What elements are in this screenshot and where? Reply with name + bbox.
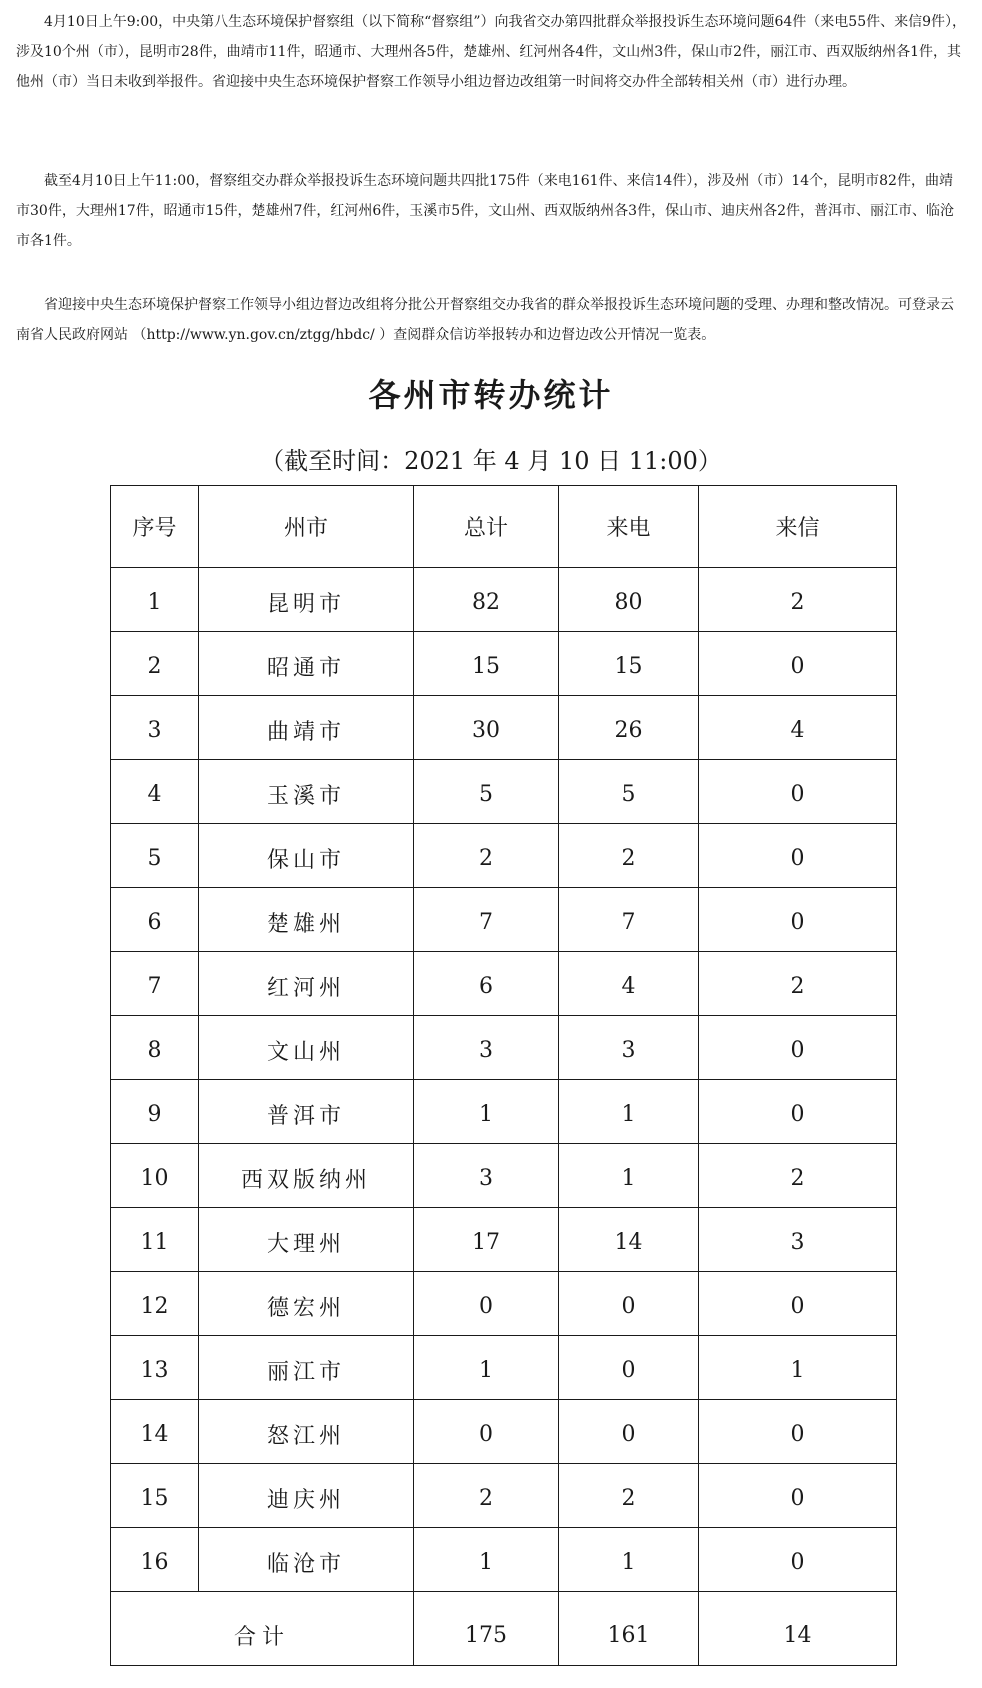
row-total: 1 [414, 1336, 559, 1400]
row-total: 5 [414, 760, 559, 824]
table-row [111, 1528, 897, 1592]
row-calls: 1 [559, 1080, 699, 1144]
row-city: 临沧市 [199, 1528, 414, 1592]
row-calls: 2 [559, 824, 699, 888]
paragraph-cumulative-summary: 截至4月10日上午11:00，督察组交办群众举报投诉生态环境问题共四批175件（来电161件、来信14件），涉及州（市）14个，昆明市82件，曲靖市30件，大理州17件，昭通市15件，楚雄州7件，红河州6件，玉溪市5件，文山州、西双版纳州各3件，保山市、迪庆州各2件，普洱市、丽江市、临沧市各1件。 [16, 173, 954, 249]
row-total: 30 [414, 696, 559, 760]
table-total-row [111, 1592, 897, 1666]
row-index: 2 [111, 632, 199, 696]
row-index: 8 [111, 1016, 199, 1080]
row-city: 迪庆州 [199, 1464, 414, 1528]
row-total: 82 [414, 568, 559, 632]
table-row [111, 952, 897, 1016]
table-row [111, 1464, 897, 1528]
row-calls: 4 [559, 952, 699, 1016]
row-index: 11 [111, 1208, 199, 1272]
row-city: 大理州 [199, 1208, 414, 1272]
row-letters: 2 [699, 568, 897, 632]
table-row [111, 632, 897, 696]
paragraph-disclosure-notice: 省迎接中央生态环境保护督察工作领导小组边督边改组将分批公开督察组交办我省的群众举报投诉生态环境问题的受理、办理和整改情况。可登录云南省人民政府网站 （http://www.yn.gov.cn/ztgg/hbdc/ ）查阅群众信访举报转办和边督边改公开情况一览表。 [16, 297, 954, 343]
row-city: 楚雄州 [199, 888, 414, 952]
row-letters: 4 [699, 696, 897, 760]
row-total: 0 [414, 1400, 559, 1464]
row-city: 昆明市 [199, 568, 414, 632]
table-row [111, 1144, 897, 1208]
row-calls: 1 [559, 1528, 699, 1592]
header-city: 州市 [199, 486, 414, 568]
row-city: 保山市 [199, 824, 414, 888]
row-city: 文山州 [199, 1016, 414, 1080]
table-row [111, 1016, 897, 1080]
row-city: 玉溪市 [199, 760, 414, 824]
row-letters: 1 [699, 1336, 897, 1400]
row-index: 4 [111, 760, 199, 824]
row-calls: 26 [559, 696, 699, 760]
row-letters: 3 [699, 1208, 897, 1272]
table-row [111, 1080, 897, 1144]
row-index: 14 [111, 1400, 199, 1464]
row-index: 6 [111, 888, 199, 952]
row-calls: 5 [559, 760, 699, 824]
row-city: 德宏州 [199, 1272, 414, 1336]
header-total: 总计 [414, 486, 559, 568]
row-calls: 2 [559, 1464, 699, 1528]
table-header-row [111, 486, 897, 568]
total-sum: 175 [414, 1592, 559, 1666]
row-calls: 1 [559, 1144, 699, 1208]
row-letters: 0 [699, 1272, 897, 1336]
row-index: 16 [111, 1528, 199, 1592]
row-calls: 7 [559, 888, 699, 952]
row-index: 5 [111, 824, 199, 888]
row-city: 西双版纳州 [199, 1144, 414, 1208]
row-city: 怒江州 [199, 1400, 414, 1464]
row-total: 1 [414, 1080, 559, 1144]
statistics-table [110, 485, 897, 1666]
row-index: 1 [111, 568, 199, 632]
header-calls: 来电 [559, 486, 699, 568]
row-total: 15 [414, 632, 559, 696]
row-calls: 80 [559, 568, 699, 632]
row-letters: 0 [699, 888, 897, 952]
row-city: 昭通市 [199, 632, 414, 696]
row-letters: 0 [699, 632, 897, 696]
row-letters: 0 [699, 1080, 897, 1144]
row-letters: 0 [699, 760, 897, 824]
table-row [111, 824, 897, 888]
row-letters: 0 [699, 1464, 897, 1528]
row-calls: 0 [559, 1272, 699, 1336]
row-total: 2 [414, 1464, 559, 1528]
table-subtitle: （截至时间：2021 年 4 月 10 日 11:00） [260, 447, 722, 475]
row-calls: 3 [559, 1016, 699, 1080]
row-index: 3 [111, 696, 199, 760]
row-total: 3 [414, 1144, 559, 1208]
row-letters: 2 [699, 1144, 897, 1208]
row-total: 0 [414, 1272, 559, 1336]
row-calls: 14 [559, 1208, 699, 1272]
table-row [111, 760, 897, 824]
total-calls: 161 [559, 1592, 699, 1666]
row-city: 普洱市 [199, 1080, 414, 1144]
table-row [111, 888, 897, 952]
table-row [111, 1336, 897, 1400]
row-total: 2 [414, 824, 559, 888]
table-row [111, 696, 897, 760]
row-calls: 0 [559, 1336, 699, 1400]
table-row [111, 568, 897, 632]
row-letters: 0 [699, 824, 897, 888]
row-calls: 15 [559, 632, 699, 696]
table-title: 各州市转办统计 [368, 376, 614, 414]
row-total: 3 [414, 1016, 559, 1080]
row-index: 10 [111, 1144, 199, 1208]
row-index: 7 [111, 952, 199, 1016]
table-body [111, 568, 897, 1592]
table-row [111, 1400, 897, 1464]
row-total: 7 [414, 888, 559, 952]
row-letters: 2 [699, 952, 897, 1016]
row-city: 丽江市 [199, 1336, 414, 1400]
table-row [111, 1272, 897, 1336]
row-city: 曲靖市 [199, 696, 414, 760]
row-total: 1 [414, 1528, 559, 1592]
table-row [111, 1208, 897, 1272]
row-letters: 0 [699, 1528, 897, 1592]
total-letters: 14 [699, 1592, 897, 1666]
row-city: 红河州 [199, 952, 414, 1016]
total-label: 合计 [111, 1592, 414, 1666]
row-index: 12 [111, 1272, 199, 1336]
row-letters: 0 [699, 1016, 897, 1080]
row-calls: 0 [559, 1400, 699, 1464]
row-letters: 0 [699, 1400, 897, 1464]
header-letters: 来信 [699, 486, 897, 568]
row-index: 13 [111, 1336, 199, 1400]
row-total: 17 [414, 1208, 559, 1272]
paragraph-batch-four-summary: 4月10日上午9:00，中央第八生态环境保护督察组（以下简称“督察组”）向我省交办第四批群众举报投诉生态环境问题64件（来电55件、来信9件），涉及10个州（市），昆明市28件，曲靖市11件，昭通市、大理州各5件，楚雄州、红河州各4件，文山州3件，保山市2件，丽江市、西双版纳州各1件，其他州（市）当日未收到举报件。省迎接中央生态环境保护督察工作领导小组边督边改组第一时间将交办件全部转相关州（市）进行办理。 [16, 14, 967, 90]
row-index: 9 [111, 1080, 199, 1144]
header-index: 序号 [111, 486, 199, 568]
row-total: 6 [414, 952, 559, 1016]
row-index: 15 [111, 1464, 199, 1528]
